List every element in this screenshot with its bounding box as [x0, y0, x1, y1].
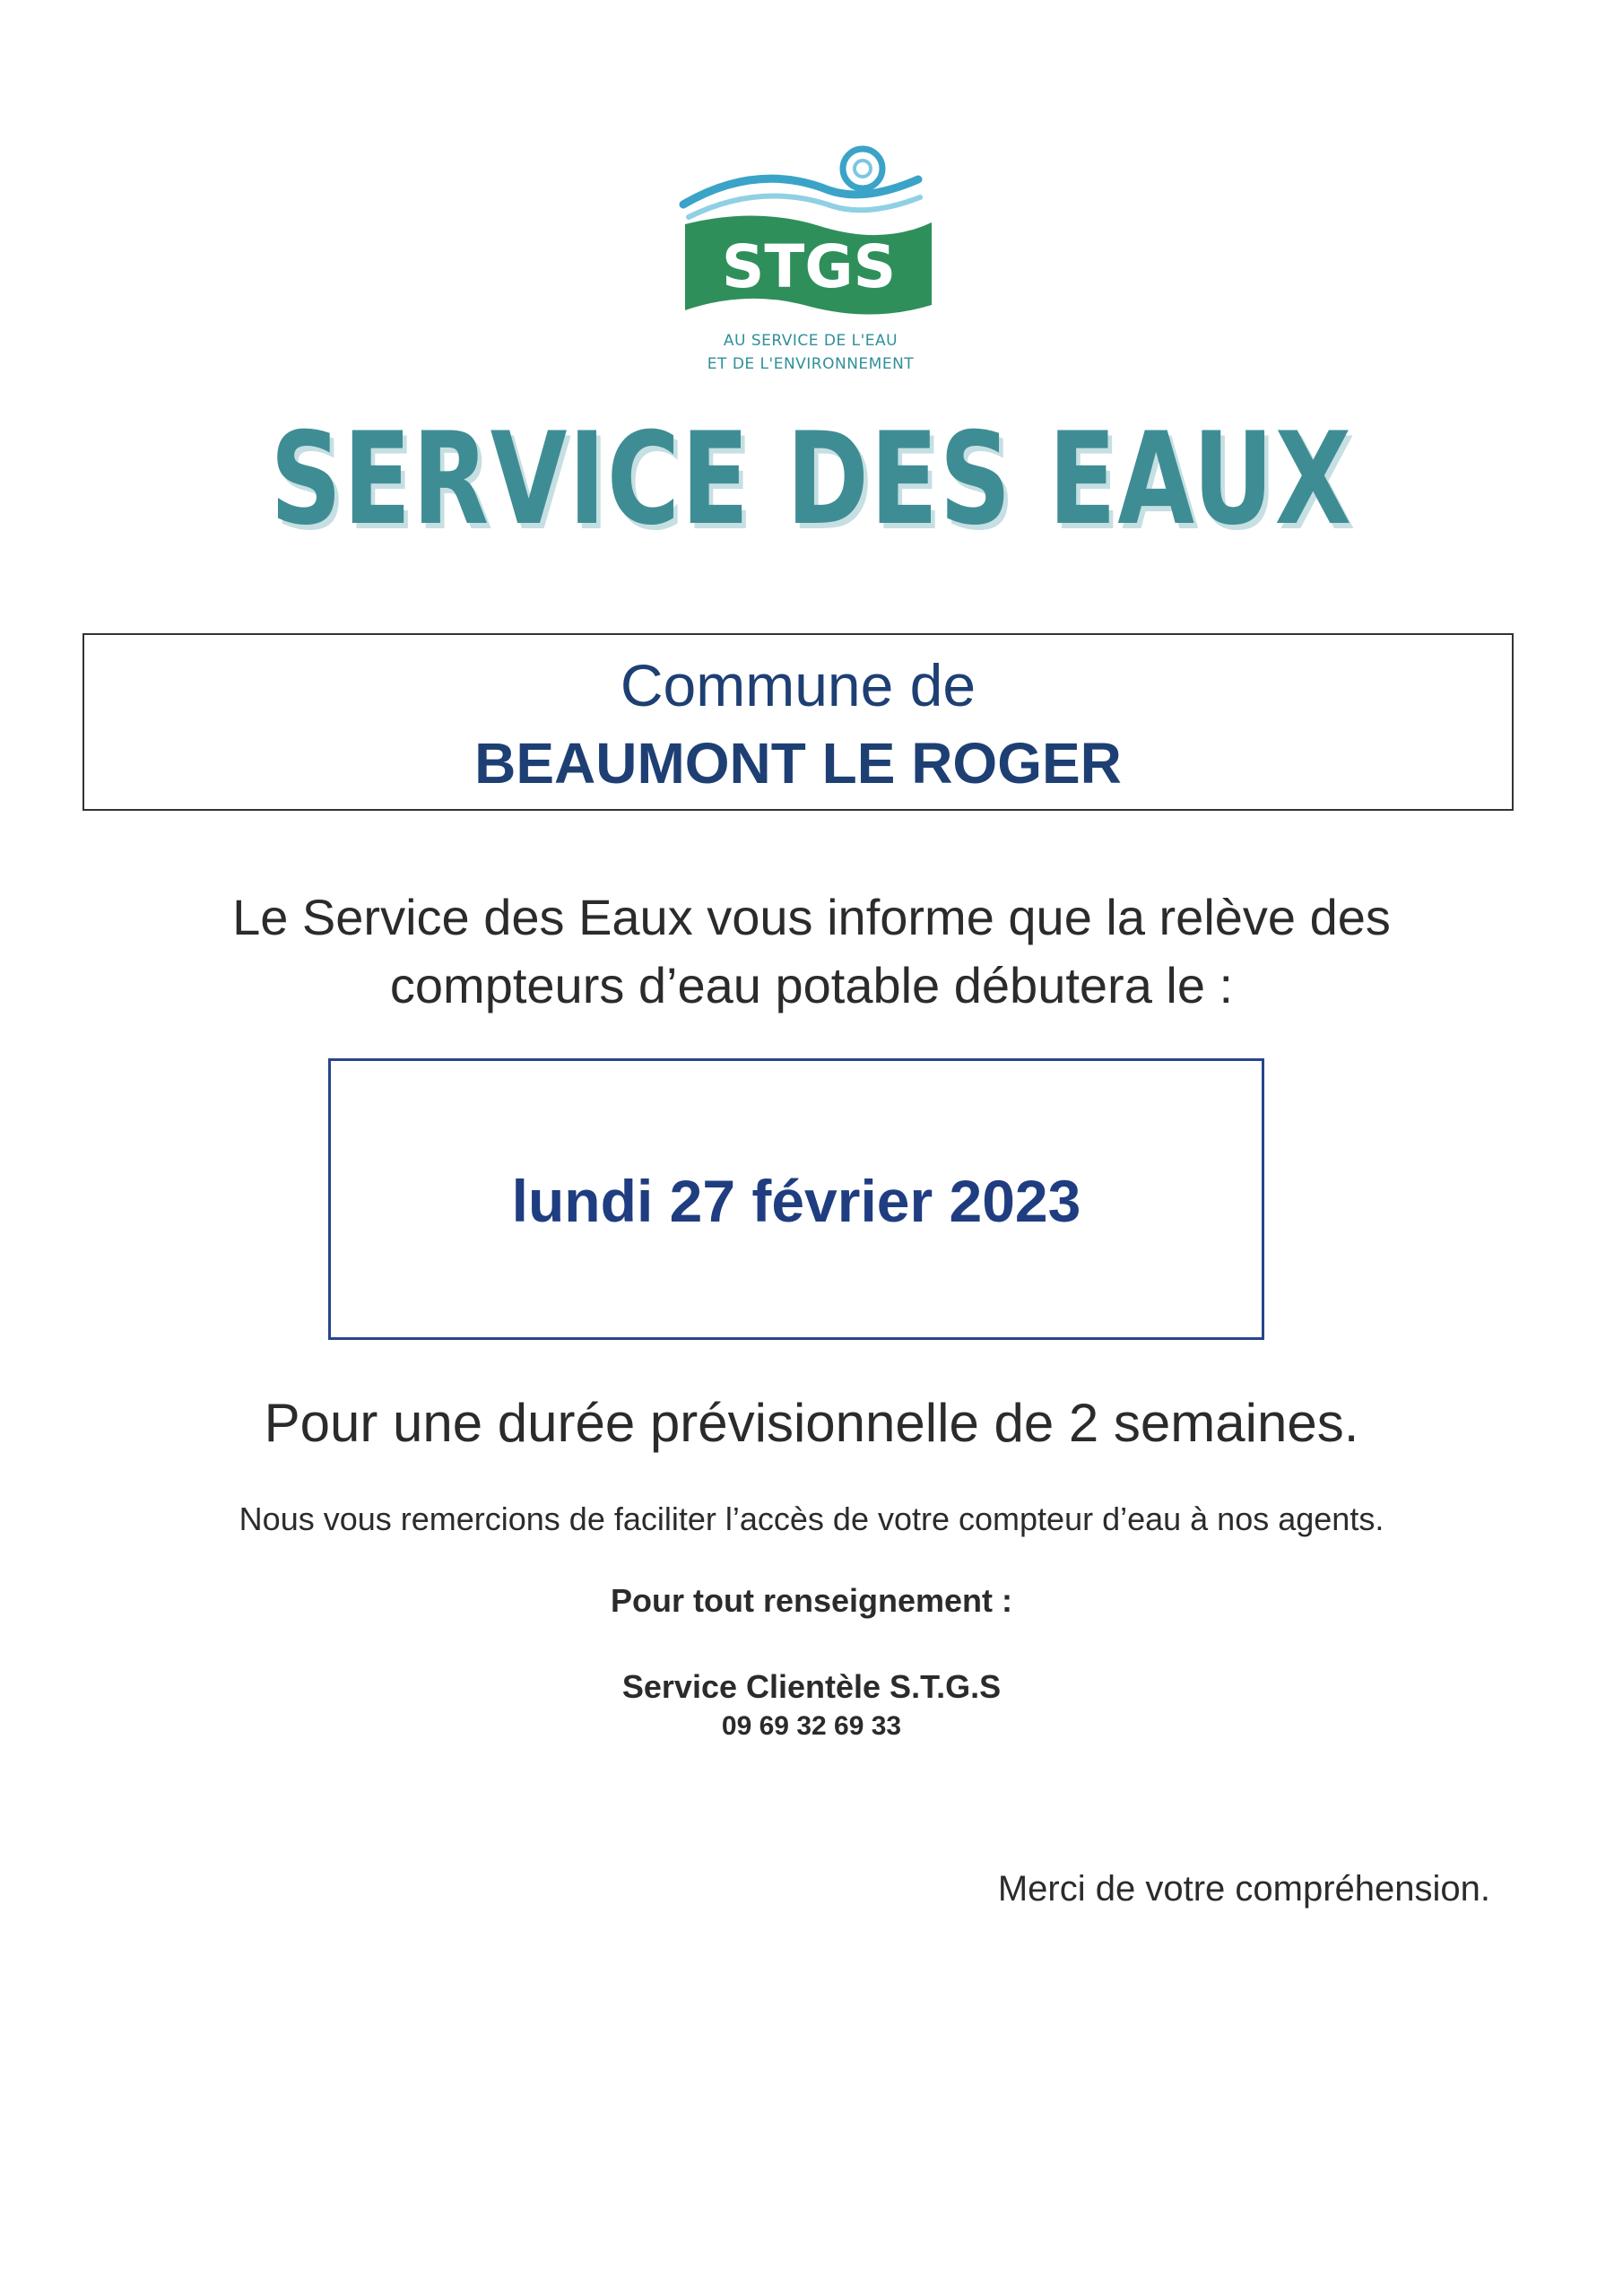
- contact-service-name: Service Clientèle S.T.G.S: [621, 1668, 1002, 1705]
- start-date: lundi 27 février 2023: [511, 1168, 1081, 1234]
- intro-text: [0, 883, 1623, 1020]
- contact-phone: 09 69 32 69 33: [721, 1711, 902, 1741]
- commune-name: BEAUMONT LE ROGER: [474, 731, 1122, 796]
- access-note: Nous vous remercions de faciliter l’accès de votre compteur d’eau à nos agents.: [239, 1500, 1384, 1537]
- commune-label: Commune de: [620, 652, 976, 718]
- stgs-logo-graphic: [676, 135, 945, 323]
- date-box: [328, 1058, 1264, 1340]
- stgs-logo: [676, 135, 945, 386]
- contact-heading: Pour tout renseignement :: [610, 1582, 1013, 1619]
- commune-box: [82, 633, 1514, 811]
- logo-tagline-line2: ET DE L'ENVIRONNEMENT: [707, 355, 915, 373]
- logo-tagline-line1: AU SERVICE DE L'EAU: [723, 332, 898, 350]
- page-title: SERVICE DES EAUX: [270, 405, 1353, 553]
- duration-text: Pour une durée prévisionnelle de 2 semaines.: [264, 1393, 1359, 1453]
- closing-text: Merci de votre compréhension.: [997, 1869, 1490, 1909]
- intro-line1: Le Service des Eaux vous informe que la relève des: [232, 889, 1391, 945]
- intro-line2: compteurs d’eau potable débutera le :: [389, 957, 1234, 1013]
- logo-brand-text: STGS: [721, 232, 897, 301]
